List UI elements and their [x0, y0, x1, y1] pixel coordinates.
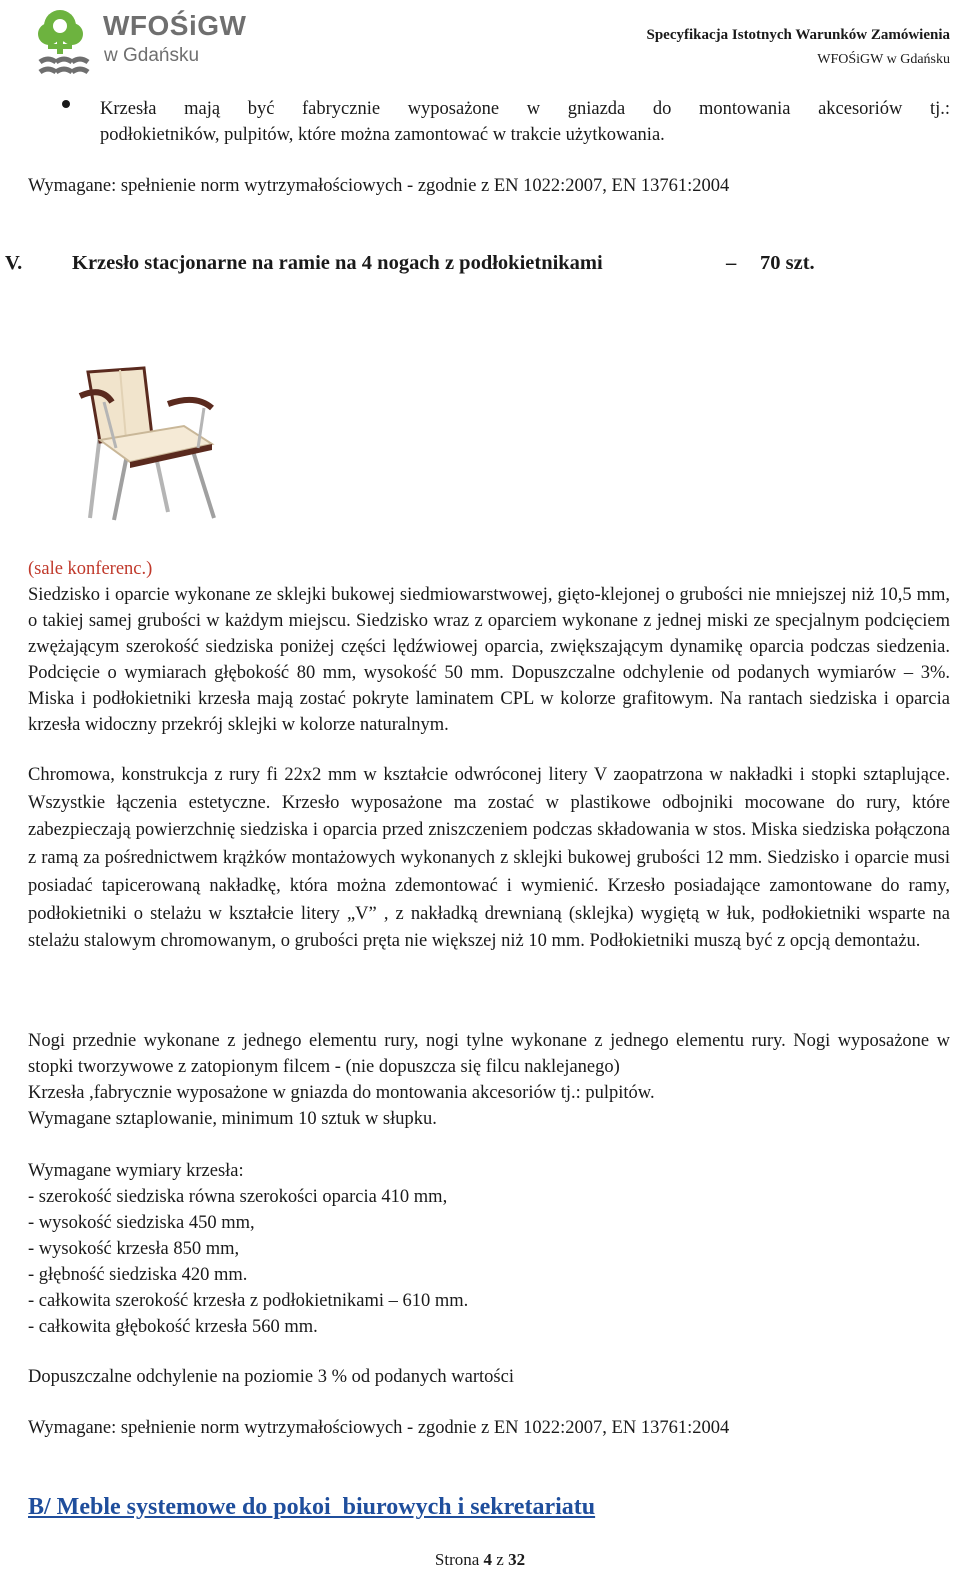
spec-title: Specyfikacja Istotnych Warunków Zamówienia — [646, 27, 950, 43]
dimension-item: - wysokość krzesła 850 mm, — [28, 1239, 240, 1259]
section-numeral: V. — [5, 252, 23, 274]
dimension-item: - całkowita głębokość krzesła 560 mm. — [28, 1317, 318, 1337]
description-paragraph-2: Chromowa, konstrukcja z rury fi 22x2 mm w kształcie odwróconej litery V zaopatrzona w nakładki i stopki sztaplujące. Wszystkie łączenia estetyczne. Krzesło wyposażone ma zostać w plastikowe odbojniki mocowane do rury, które zabezpieczają powierzchnię siedziska i oparcia przed zniszczeniem podczas składowania w stos. Miska siedziska połączona z ramą za pośrednictwem krążków montażowych wykonanych z sklejki bukowej grubości 12 mm. Siedzisko i oparcie musi posiadać tapicerowaną nakładkę, która można zdemontować i wymienić. Krzesło posiadające zamontowane do ramy, podłokietniki o stelażu w kształcie litery „V” , z nakładką drewnianą (sklejka) wygiętą w łuk, podłokietniki wsparte na stelażu stalowym chromowanym, o grubości pręta nie większej niż 10 mm. Podłokietniki muszą być z opcją demontażu. — [28, 765, 950, 952]
footer-page-total: 32 — [508, 1550, 526, 1569]
required-norms: Wymagane: spełnienie norm wytrzymałościowych - zgodnie z EN 1022:2007, EN 13761:2004 — [28, 176, 730, 196]
dimensions-heading: Wymagane wymiary krzesła: — [28, 1161, 244, 1181]
logo-name: WFOŚiGW — [103, 10, 247, 41]
description-paragraph-3: Nogi przednie wykonane z jednego elementu rury, nogi tylne wykonane z jednego elementu rury. Nogi wyposażone w stopki tworzywowe z zatopionym filcem - (nie dopuszcza się filcu naklejanego) — [28, 1031, 950, 1077]
page-footer — [0, 1550, 960, 1570]
description-paragraph-1: Siedzisko i oparcie wykonane ze sklejki bukowej siedmiowarstwowej, gięto-klejonej o grubości nie mniejszej niż 10,5 mm, o takiej samej grubości w każdym miejscu. Siedzisko wraz z oparciem wykonane z jednej miski ze specjalnym podcięciem zwężającym szerokość siedziska poniżej części lędźwiowej oparcia, zwiększającym dynamikę oparcia podczas siedzenia. Podcięcie o wymiarach głębokość 80 mm, wysokość 50 mm. Dopuszczalne odchylenie od podanych wymiarów – 3%. Miska i podłokietniki krzesła mają zostać pokryte laminatem CPL w kolorze grafitowym. Na rantach siedziska i oparcia krzesła widoczny przekrój sklejki w kolorze naturalnym. — [28, 585, 950, 735]
document-header — [646, 26, 950, 68]
dimension-item: - wysokość siedziska 450 mm, — [28, 1213, 255, 1233]
section-quantity: 70 szt. — [760, 252, 815, 274]
dimension-item: - całkowita szerokość krzesła z podłokietnikami – 610 mm. — [28, 1291, 469, 1311]
chair-caption: (sale konferenc.) — [28, 559, 153, 579]
bullet-line-2: podłokietników, pulpitów, które można zamontować w trakcie użytkowania. — [100, 125, 665, 145]
stacking-line: Wymagane sztaplowanie, minimum 10 sztuk w słupku. — [28, 1109, 437, 1129]
tolerance-note: Dopuszczalne odchylenie na poziomie 3 % od podanych wartości — [28, 1367, 514, 1387]
section-title: Krzesło stacjonarne na ramie na 4 nogach z podłokietnikami — [72, 252, 603, 274]
required-norms-2: Wymagane: spełnienie norm wytrzymałościowych - zgodnie z EN 1022:2007, EN 13761:2004 — [28, 1418, 730, 1438]
accessories-line: Krzesła ,fabrycznie wyposażone w gniazda do montowania akcesoriów tj.: pulpitów. — [28, 1083, 655, 1103]
dimension-item: - szerokość siedziska równa szerokości oparcia 410 mm, — [28, 1187, 448, 1207]
logo-city: w Gdańsku — [104, 45, 200, 66]
section-b-heading: B/ Meble systemowe do pokoi biurowych i sekretariatu — [28, 1494, 596, 1520]
footer-prefix: Strona — [434, 1550, 484, 1569]
bullet-line-1: Krzesła mają być fabrycznie wyposażone w gniazda do montowania akcesoriów tj.: — [100, 99, 950, 119]
bullet-dot — [62, 100, 70, 108]
spec-subtitle: WFOŚiGW w Gdańsku — [817, 52, 950, 67]
dimension-item: - głębność siedziska 420 mm. — [28, 1265, 248, 1285]
section-dash: – — [726, 252, 737, 274]
footer-mid: z — [492, 1550, 509, 1569]
chair-image — [72, 362, 228, 524]
footer-page-number: 4 — [483, 1550, 493, 1569]
